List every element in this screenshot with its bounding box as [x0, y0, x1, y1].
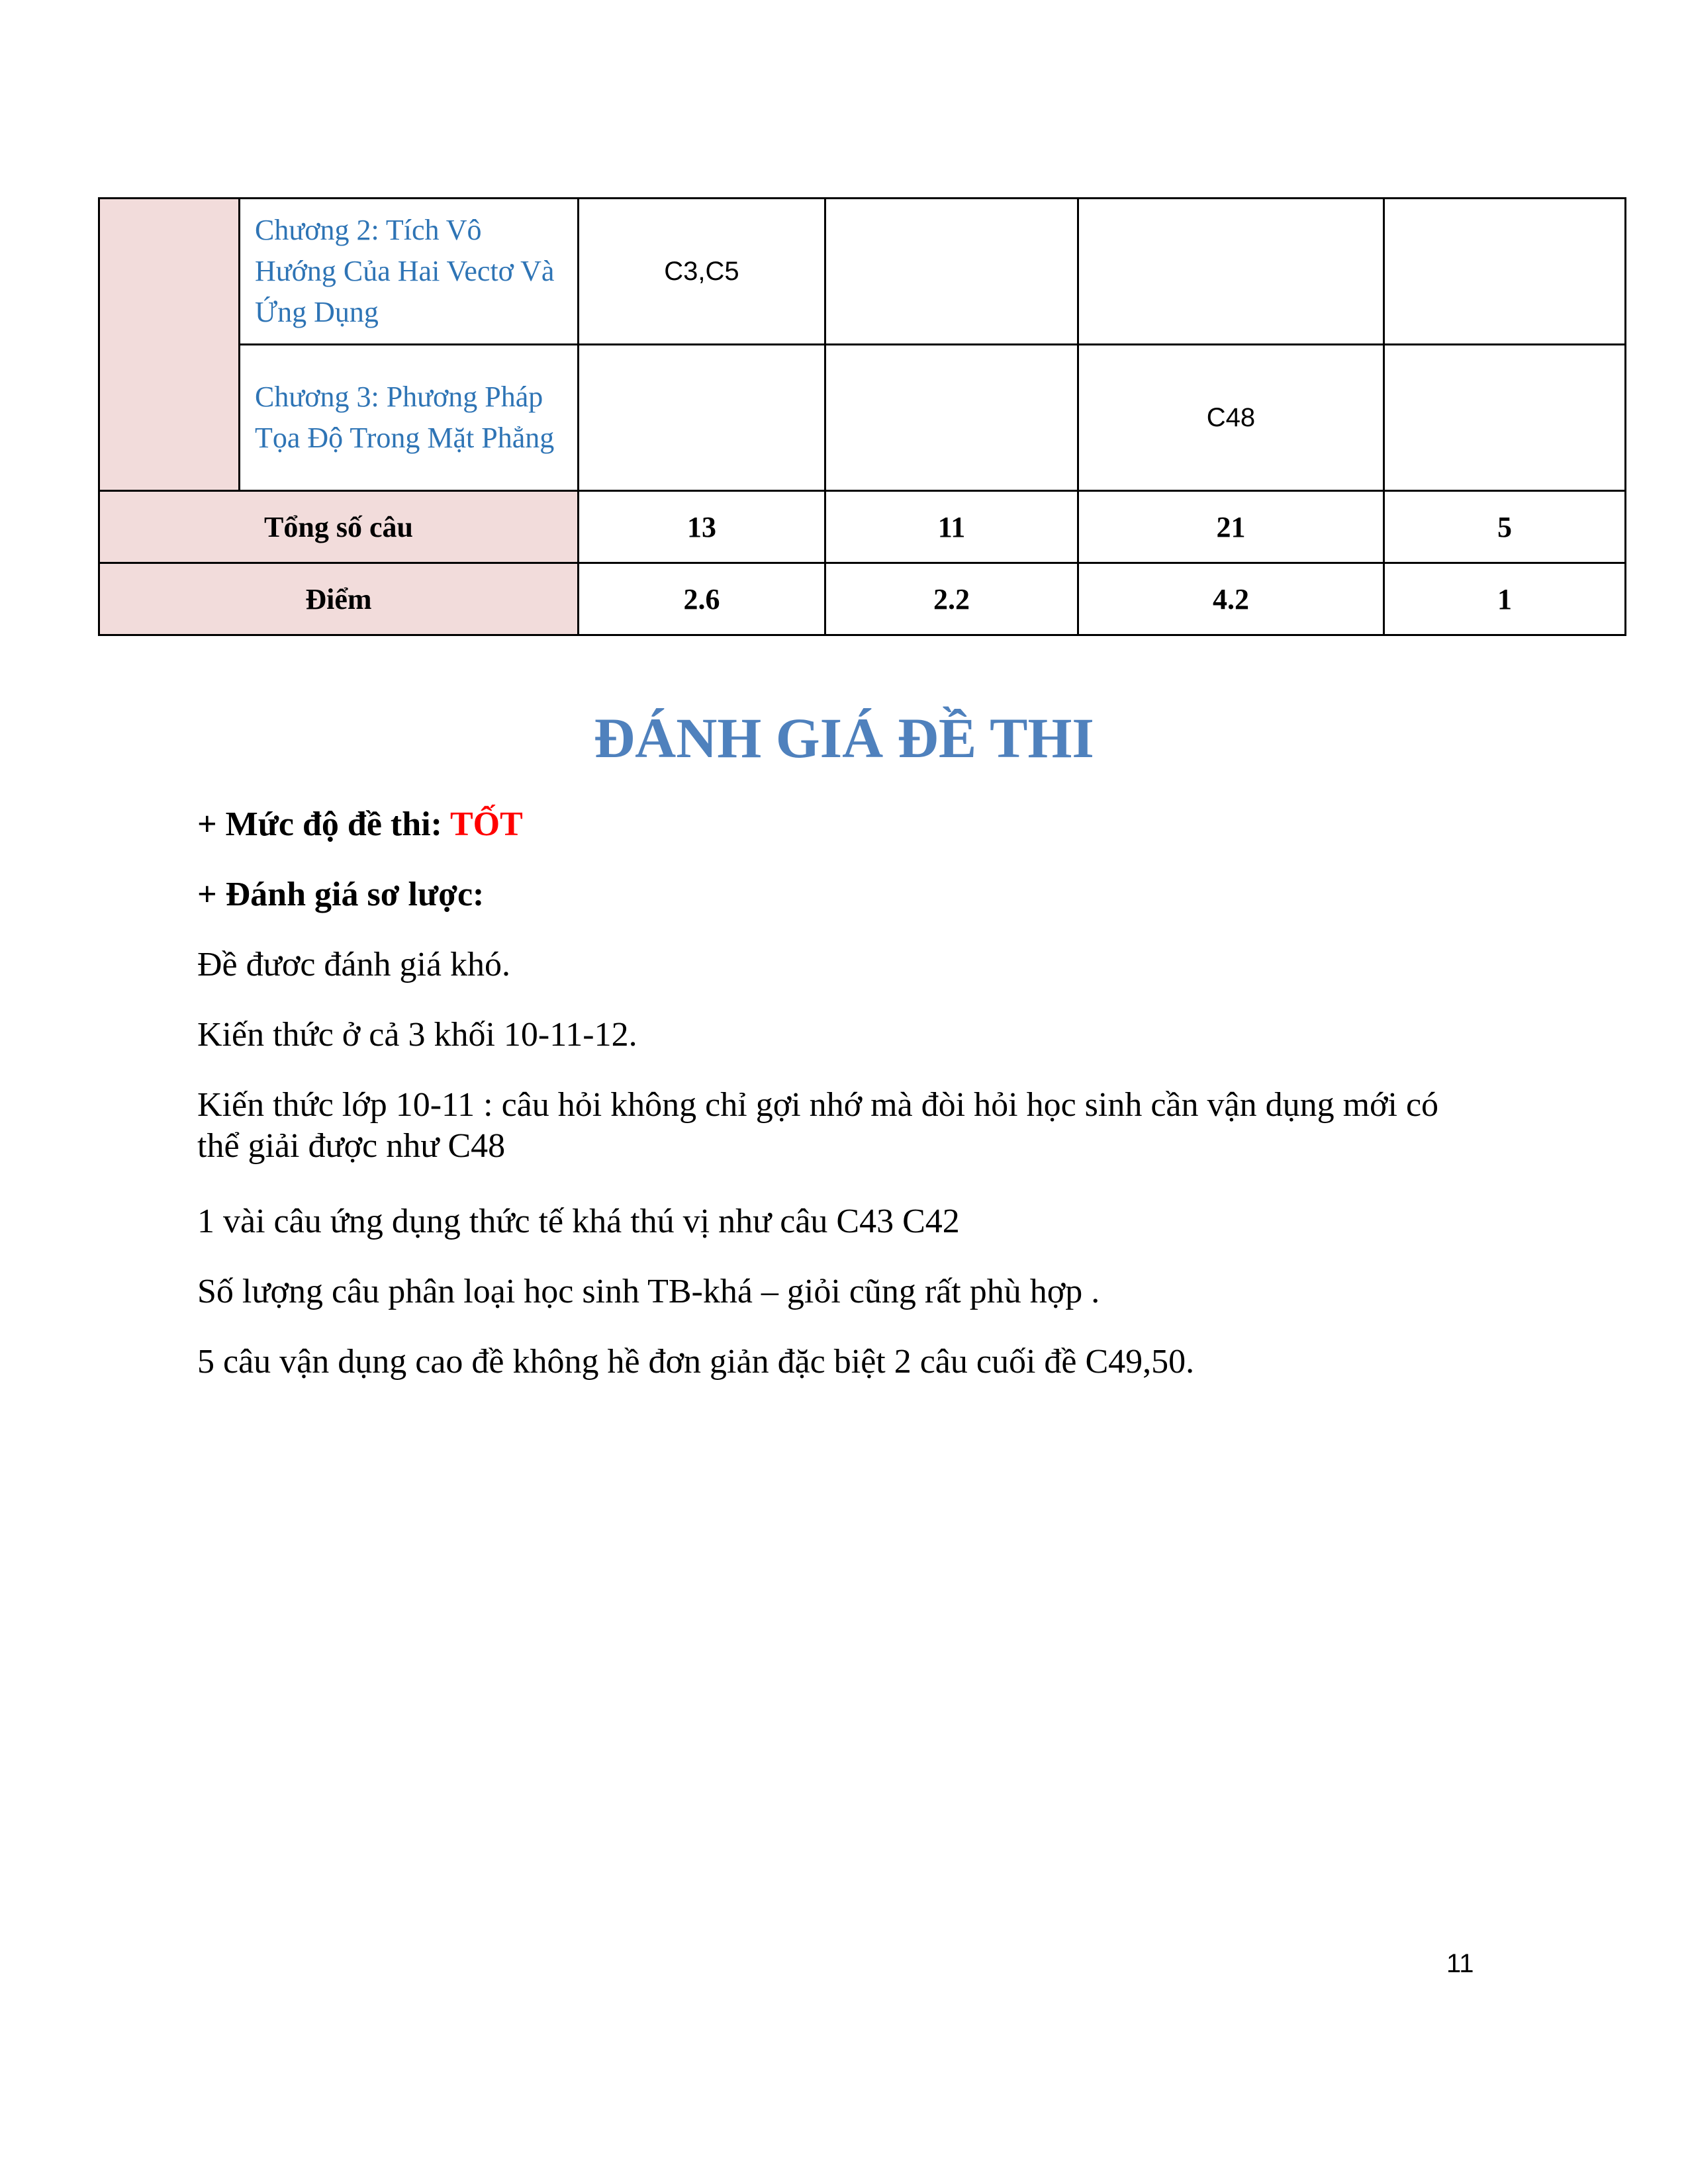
paragraph: 1 vài câu ứng dụng thức tế khá thú vị như câu C43 C42	[197, 1203, 960, 1240]
level-4-cell	[1384, 345, 1626, 491]
total-row	[99, 491, 1626, 563]
chapter-cell: Chương 2: Tích Vô Hướng Của Hai Vectơ Và Ứng Dụng	[240, 199, 579, 345]
paragraph: Kiến thức ở cả 3 khối 10-11-12.	[197, 1016, 637, 1054]
difficulty-value: TỐT	[449, 805, 523, 843]
grade-label-cell	[99, 199, 240, 491]
table-row	[99, 199, 1626, 345]
score-value: 4.2	[1078, 563, 1384, 635]
difficulty-level	[197, 804, 523, 845]
level-3-cell: C48	[1078, 345, 1384, 491]
paragraph: Đề đươc đánh giá khó.	[197, 946, 511, 983]
paragraph: Số lượng câu phân loại học sinh TB-khá – giỏi cũng rất phù hợp .	[197, 1273, 1100, 1310]
section-title: ĐÁNH GIÁ ĐỀ THI	[594, 706, 1094, 770]
score-label: Điểm	[99, 563, 579, 635]
total-value: 11	[825, 491, 1078, 563]
total-value: 21	[1078, 491, 1384, 563]
level-2-cell	[825, 345, 1078, 491]
score-value: 2.6	[579, 563, 825, 635]
level-4-cell	[1384, 199, 1626, 345]
paragraph: Kiến thức lớp 10-11 : câu hỏi không chỉ gợi nhớ mà đòi hỏi học sinh cần vận dụng mới có thể giải được như C48	[197, 1086, 1439, 1165]
chapter-cell: Chương 3: Phương Pháp Tọa Độ Trong Mặt Phẳng	[240, 345, 579, 491]
score-value: 1	[1384, 563, 1626, 635]
score-row	[99, 563, 1626, 635]
summary-label: + Đánh giá sơ lược:	[197, 876, 485, 913]
total-value: 13	[579, 491, 825, 563]
page-number: 11	[1446, 1949, 1474, 1978]
level-2-cell	[825, 199, 1078, 345]
total-value: 5	[1384, 491, 1626, 563]
level-3-cell	[1078, 199, 1384, 345]
paragraph: 5 câu vận dụng cao đề không hề đơn giản đặc biệt 2 câu cuối đề C49,50.	[197, 1343, 1195, 1381]
level-1-cell: C3,C5	[579, 199, 825, 345]
level-1-cell	[579, 345, 825, 491]
score-value: 2.2	[825, 563, 1078, 635]
difficulty-label: + Mức độ đề thi:	[197, 805, 450, 843]
table-row	[99, 345, 1626, 491]
total-label: Tổng số câu	[99, 491, 579, 563]
question-matrix-table	[98, 197, 1626, 636]
